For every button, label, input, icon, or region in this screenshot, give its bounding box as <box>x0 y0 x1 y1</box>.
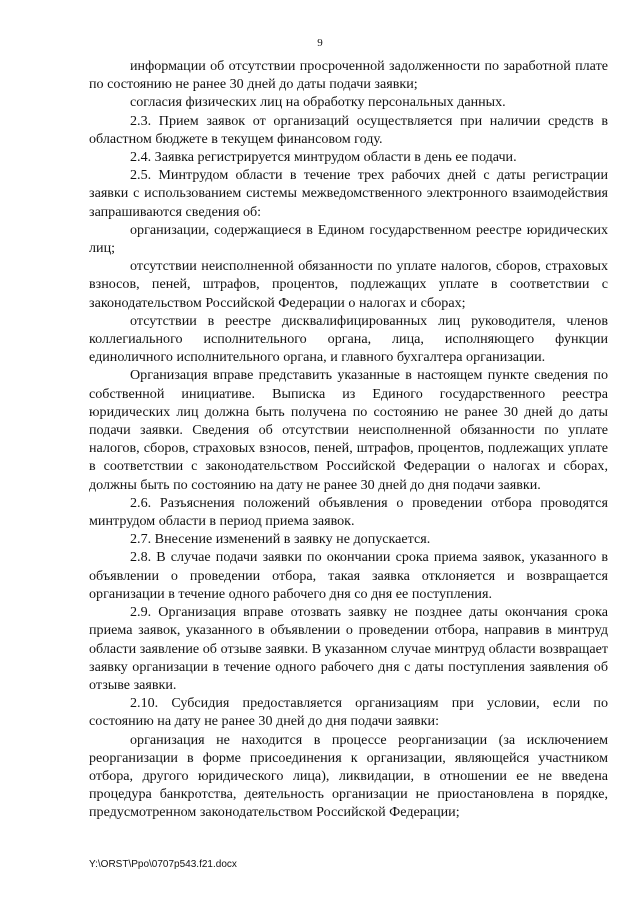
paragraph-4: 2.4. Заявка регистрируется минтрудом области в день ее подачи. <box>130 149 517 166</box>
paragraph-3: 2.3. Прием заявок от организаций осуществляется при наличии средств в областном бюджете в текущем финансовом году. <box>89 112 608 147</box>
paragraph-14: 2.10. Субсидия предоставляется организациям при условии, если по состоянию на дату не ранее 30 дней до дня подачи заявки: <box>89 695 608 730</box>
paragraph-15: организация не находится в процессе реорганизации (за исключением реорганизации в форме присоединения к организации, являющейся участником отбора, другого юридического лица), ликвидации, в отношении ее не введена процедура банкротства, деятельность организации не приостановлена в порядке, предусмотренном законодательством Российской Федерации; <box>89 731 608 821</box>
paragraph-11: 2.7. Внесение изменений в заявку не допускается. <box>130 531 431 548</box>
paragraph-6: организации, содержащиеся в Едином государственном реестре юридических лиц; <box>89 221 608 257</box>
paragraph-2: согласия физических лиц на обработку персональных данных. <box>130 94 506 111</box>
paragraph-10: 2.6. Разъяснения положений объявления о проведении отбора проводятся минтрудом области в период приема заявок. <box>89 494 608 530</box>
paragraph-13: 2.9. Организация вправе отозвать заявку не позднее даты окончания срока приема заявок, указанного в объявлении о проведении отбора, направив в минтруд области заявление об отзыве заявки. В указанном случае минтруд области возвращает заявку организации в течение одного рабочего дня с даты поступления заявления об отзыве заявки. <box>89 604 608 693</box>
page-number: 9 <box>317 37 323 49</box>
footer-file-path: Y:\ORST\Ppo\0707p543.f21.docx <box>89 859 237 870</box>
paragraph-9: Организация вправе представить указанные в настоящем пункте сведения по собственной инициативе. Выписка из Единого государственного реестра юридических лиц должна быть получена по состоянию не ранее 30 дней до даты подачи заявки. Сведения об отсутствии неисполненной обязанности по уплате налогов, сборов, страховых взносов, пеней, штрафов, процентов, подлежащих уплате в соответствии с законодательством Российской Федерации о налогах и сборах, должны быть по состоянию на дату не ранее 30 дней до дня подачи заявки. <box>89 367 608 493</box>
paragraph-5: 2.5. Минтрудом области в течение трех рабочих дней с даты регистрации заявки с использованием системы межведомственного электронного взаимодействия запрашиваются сведения об: <box>89 167 608 220</box>
paragraph-1: информации об отсутствии просроченной задолженности по заработной плате по состоянию не ранее 30 дней до даты подачи заявки; <box>89 58 608 93</box>
paragraph-12: 2.8. В случае подачи заявки по окончании срока приема заявок, указанного в объявлении о проведении отбора, такая заявка отклоняется и возвращается организации в течение одного рабочего дня со дня ее поступления. <box>89 549 608 602</box>
document-body <box>89 57 608 822</box>
paragraph-8: отсутствии в реестре дисквалифицированных лиц руководителя, членов коллегиального исполнительного органа, лица, исполняющего функции единоличного исполнительного органа, и главного бухгалтера организации. <box>89 312 608 366</box>
paragraph-7: отсутствии неисполненной обязанности по уплате налогов, сборов, страховых взносов, пеней, штрафов, процентов, подлежащих уплате в соответствии с законодательством Российской Федерации о налогах и сборах; <box>89 258 608 311</box>
